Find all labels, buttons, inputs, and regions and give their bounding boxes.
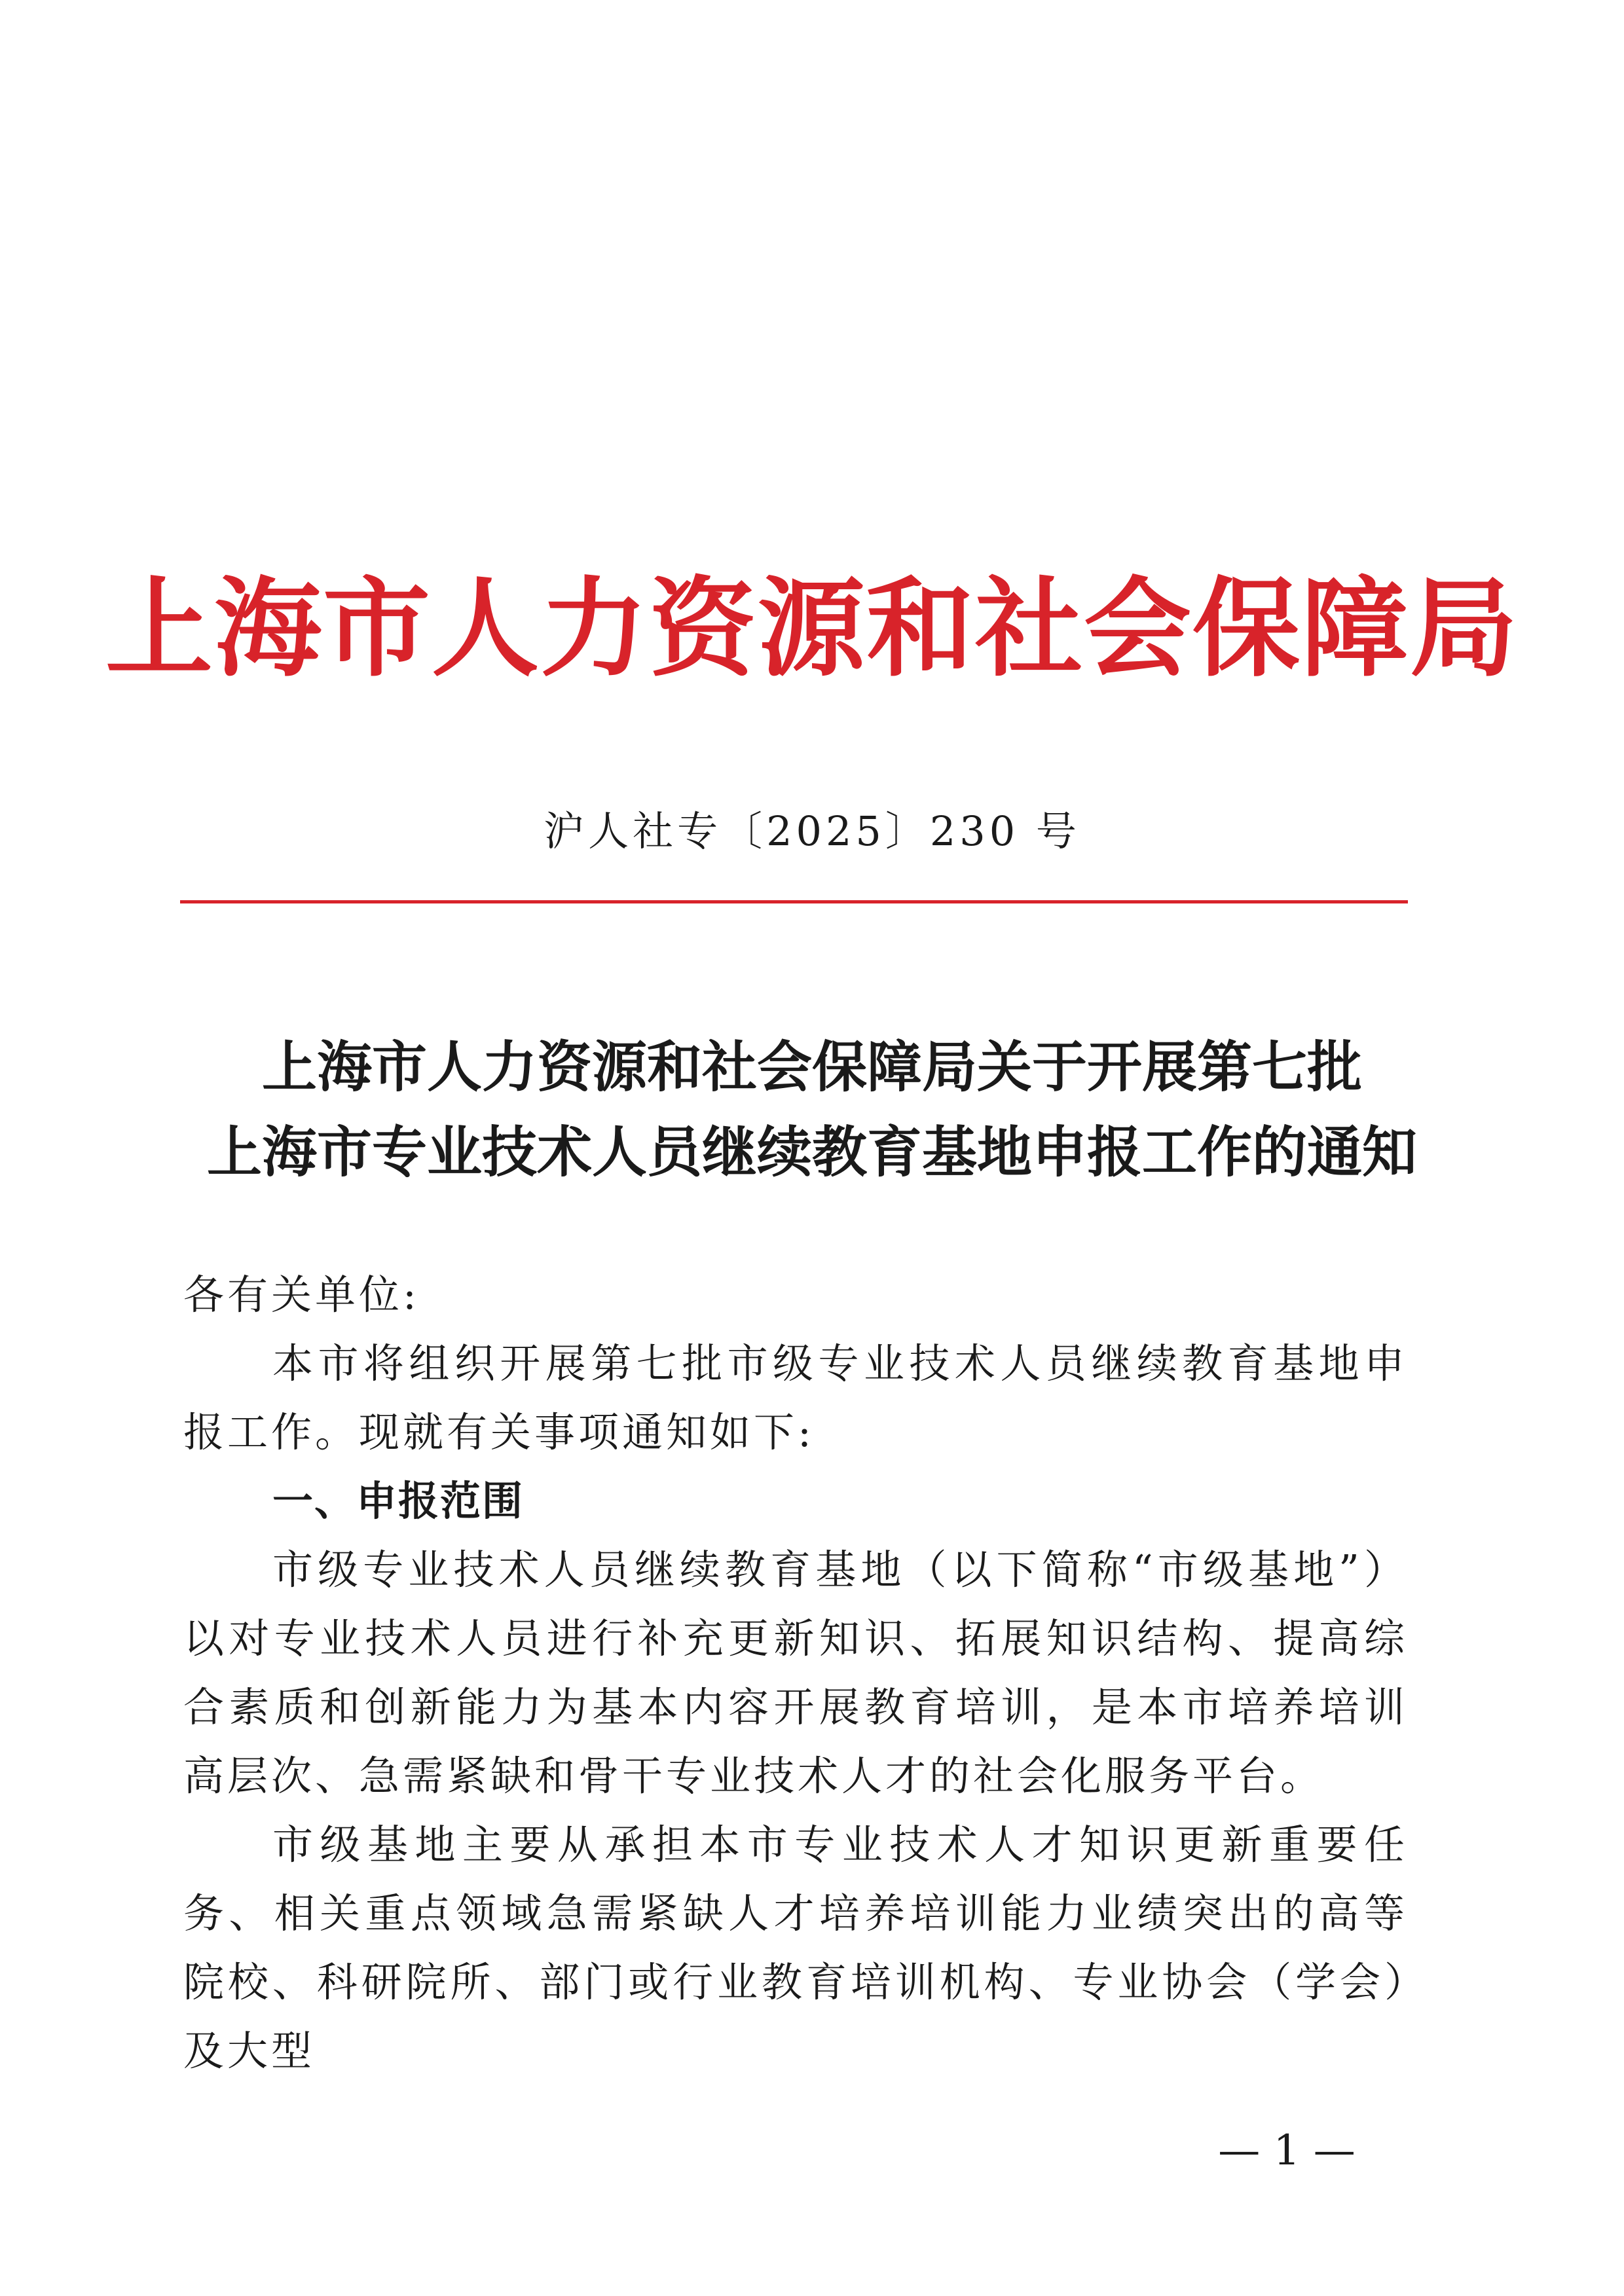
section-heading-1: 一、申报范围 <box>272 1477 525 1525</box>
red-divider-line <box>180 900 1408 903</box>
page-number: — 1 — <box>1218 2126 1356 2175</box>
title-line-1: 上海市人力资源和社会保障局关于开展第七批 <box>261 1034 1362 1099</box>
section-1-paragraph-1: 市级专业技术人员继续教育基地（以下简称“市级基地”）以对专业技术人员进行补充更新知识、拓展知识结构、提高综合素质和创新能力为基本内容开展教育培训，是本市培养培训高层次、急需紧缺和骨干专业技术人才的社会化服务平台。 <box>183 1546 1408 1800</box>
section-1-paragraph-2: 市级基地主要从承担本市专业技术人才知识更新重要任务、相关重点领域急需紧缺人才培养培训能力业绩突出的高等院校、科研院所、部门或行业教育培训机构、专业协会（学会）及大型 <box>183 1821 1408 2075</box>
title-line-2: 上海市专业技术人员继续教育基地申报工作的通知 <box>206 1120 1417 1184</box>
salutation: 各有关单位: <box>183 1271 420 1319</box>
document-title <box>0 1025 1624 1195</box>
masthead: 上海市人力资源和社会保障局 <box>105 565 1519 691</box>
document-number: 沪人社专〔2025〕230 号 <box>544 807 1080 855</box>
document-body <box>183 1260 1408 2085</box>
intro-paragraph: 本市将组织开展第七批市级专业技术人员继续教育基地申报工作。现就有关事项通知如下: <box>183 1339 1408 1456</box>
